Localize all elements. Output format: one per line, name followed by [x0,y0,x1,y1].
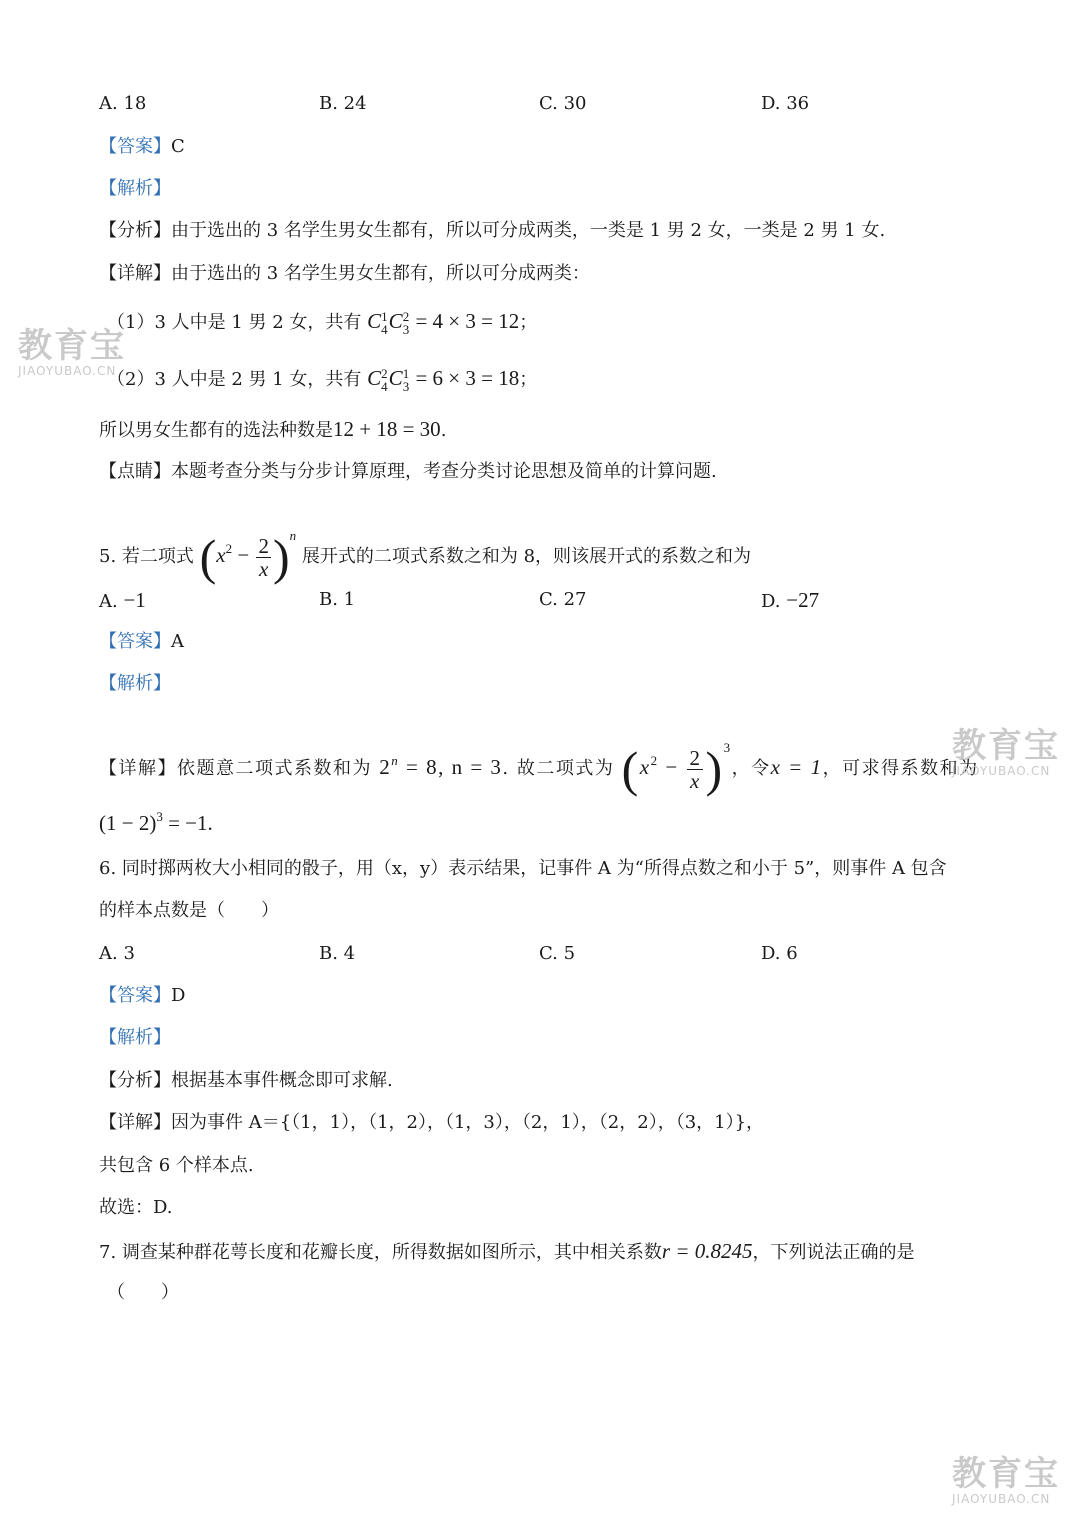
q5-result [99,804,213,838]
q6-fenxi [99,1068,393,1094]
watermark-cn: 教育宝 [18,326,126,366]
q4-analysis-tag: 【解析】 [99,178,171,199]
q4-option-d: D. 36 [761,93,810,114]
q5-result-math: $(1 - 2)^3 = -1$. [99,809,213,835]
q4-option-c: C. 30 [539,93,587,114]
q4-total [99,416,446,444]
total-math: 12 + 18 = 30 [333,417,441,441]
q5-option-c: C. 27 [539,589,587,610]
dianjing-text: 本题考查分类与分步计算原理，考查分类讨论思想及简单的计算问题. [171,461,717,482]
q5-stem [99,508,751,585]
q6-choose: 故选：D. [99,1197,173,1218]
q7-paren: （ ） [107,1282,179,1303]
case1-end: ； [519,312,538,333]
xiangjie-text3: ，令 [731,758,771,779]
xiangjie-text: 因为事件 A＝{（1，1），（1，2），（1，3），（2，1），（2，2），（3，1）}， [171,1112,765,1133]
result-end: = −1. [168,811,213,835]
watermark-cn: 教育宝 [952,726,1060,766]
q4-answer [99,134,185,160]
q6-analysis-tag: 【解析】 [99,1027,171,1048]
q6-stem-line1: 6. 同时掷两枚大小相同的骰子，用（x，y）表示结果，记事件 A 为“所得点数之和小于 5”，则事件 A 包含 [99,858,947,879]
watermark-en: JIAOYUBAO.CN [952,1492,1051,1506]
watermark-logo [952,728,1060,778]
q5-option-a [99,587,146,615]
q5-prefix: 5. 若二项式 [99,546,194,567]
q6-option-d: D. 6 [761,943,798,964]
q7-stem-end: ，下列说法正确的是 [752,1242,915,1263]
total-text: 所以男女生都有的选法种数是 [99,420,333,441]
case1-formula: C1 4C2 3 = 4 × 3 = 12 [367,309,520,338]
q5-option-b: B. 1 [319,589,356,610]
q6-option-a: A. 3 [99,943,135,964]
case2-formula: C2 4C1 3 = 6 × 3 = 18 [367,366,520,395]
xiangjie-tag: 【详解】 [99,263,171,284]
q7-stem-math: r = 0.8245 [661,1239,753,1263]
xiangjie-text1: 依题意二项式系数和为 [177,758,372,779]
watermark-en: JIAOYUBAO.CN [18,364,117,378]
q7-stem [99,1238,915,1266]
q5-binomial: ($x^2$ − $\frac{2}{x}$ )$^n$ [199,528,297,586]
q4-fenxi [99,218,885,244]
fenxi-text: 根据基本事件概念即可求解. [171,1070,393,1091]
q5-option-a-label: A. [99,591,118,612]
q5-binomial-3: ($x^2$ − $\frac{2}{x}$ )$^3$ [621,740,732,798]
fenxi-tag: 【分析】 [99,1070,171,1091]
q4-xiangjie [99,261,590,287]
xiangjie-math1: = 8, n = 3 [405,755,503,779]
answer-tag: 【答案】 [99,631,171,652]
q5-analysis-tag: 【解析】 [99,673,171,694]
case2-end: ； [519,369,538,390]
watermark-en: JIAOYUBAO.CN [952,764,1051,778]
case1-math: = 4 × 3 = 12 [415,309,520,333]
watermark-logo [952,1456,1060,1506]
q5-suffix: 展开式的二项式系数之和为 8，则该展开式的系数之和为 [301,546,752,567]
case2-math: = 6 × 3 = 18 [415,366,520,390]
fenxi-text: 由于选出的 3 名学生男女生都有，所以可分成两类，一类是 1 男 2 女，一类是 2 男 1 女. [171,220,886,241]
q4-option-a: A. 18 [99,93,147,114]
watermark-cn: 教育宝 [952,1454,1060,1494]
xiangjie-tag: 【详解】 [99,758,177,779]
xiangjie-tag: 【详解】 [99,1112,171,1133]
xiangjie-text2: . 故二项式为 [502,758,615,779]
q6-option-c: C. 5 [539,943,576,964]
answer-value: A [171,631,184,652]
total-end: . [440,420,447,441]
case2-text: （2）3 人中是 2 男 1 女，共有 [107,369,362,390]
fenxi-tag: 【分析】 [99,220,171,241]
answer-tag: 【答案】 [99,985,171,1006]
q4-option-b: B. 24 [319,93,367,114]
q5-option-d-label: D. [761,591,781,612]
case1-text: （1）3 人中是 1 男 2 女，共有 [107,312,362,333]
answer-value: C [171,136,185,157]
xiangjie-math2: x = 1 [770,755,823,779]
answer-value: D [171,985,186,1006]
q4-case-1 [107,308,537,336]
q5-xiangjie [99,720,979,797]
q7-stem-text: 7. 调查某种群花萼长度和花瓣长度，所得数据如图所示，其中相关系数 [99,1242,662,1263]
xiangjie-text: 由于选出的 3 名学生男女生都有，所以可分成两类： [171,263,590,284]
q5-answer [99,629,184,655]
q6-answer [99,983,185,1009]
q5-option-d-math: −27 [786,588,820,612]
q4-dianjing [99,459,717,485]
q6-xiangjie [99,1110,764,1136]
answer-tag: 【答案】 [99,136,171,157]
q4-case-2 [107,365,537,393]
q6-option-b: B. 4 [319,943,356,964]
xiangjie-text4: ，可求得系数和为 [822,758,979,779]
q5-option-a-math: −1 [123,588,146,612]
watermark-logo [18,328,126,378]
result-base: (1 − 2) [99,811,157,835]
q6-stem-line2: 的样本点数是（ ） [99,900,279,921]
q5-option-d [761,587,819,615]
dianjing-tag: 【点睛】 [99,461,171,482]
q5-power-eq: 2$^n$ = 8, n = 3 [379,753,503,779]
q6-contain: 共包含 6 个样本点. [99,1155,254,1176]
